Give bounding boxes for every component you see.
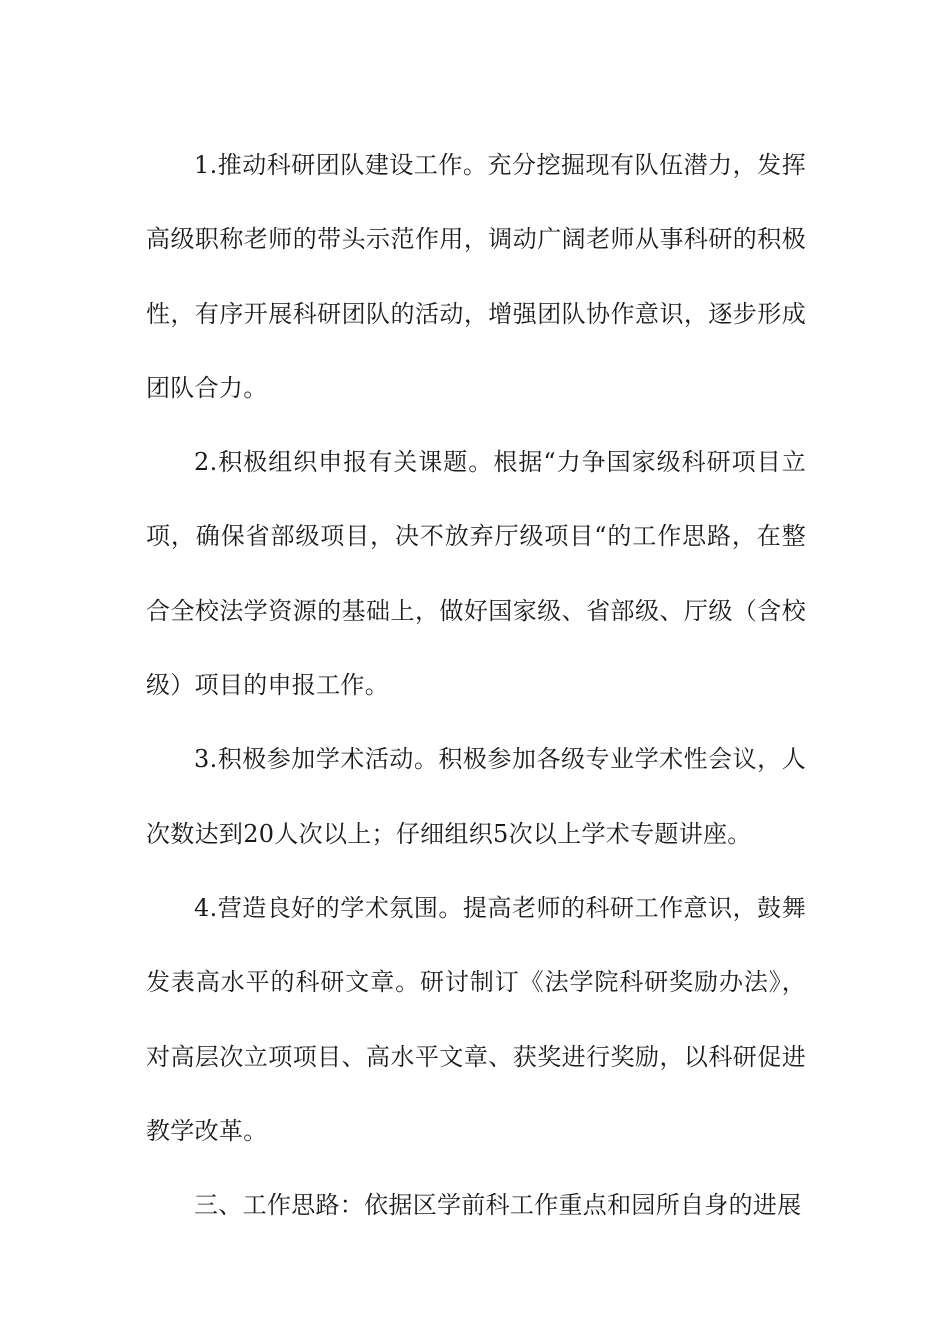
paragraph-project-application: 2.积极组织申报有关课题。根据“力争国家级科研项目立项，确保省部级项目，决不放弃厅级项目“的工作思路，在整合全校法学资源的基础上，做好国家级、省部级、厅级（含校级）项目的申报工作。 <box>146 448 806 700</box>
paragraph-academic-atmosphere: 4.营造良好的学术氛围。提高老师的科研工作意识，鼓舞发表高水平的科研文章。研讨制订《法学院科研奖励办法》，对高层次立项项目、高水平文章、获奖进行奖励，以科研促进教学改革。 <box>146 893 806 1145</box>
paragraph-work-approach: 三、工作思路：依据区学前科工作重点和园所自身的进展 <box>194 1191 802 1220</box>
document-body <box>146 128 806 1242</box>
paragraph-team-building: 1.推动科研团队建设工作。充分挖掘现有队伍潜力，发挥高级职称老师的带头示范作用，调动广阔老师从事科研的积极性，有序开展科研团队的活动，增强团队协作意识，逐步形成团队合力。 <box>146 151 806 402</box>
paragraph-academic-activities: 3.积极参加学术活动。积极参加各级专业学术性会议，人次数达到20人次以上；仔细组织5次以上学术专题讲座。 <box>146 745 806 848</box>
